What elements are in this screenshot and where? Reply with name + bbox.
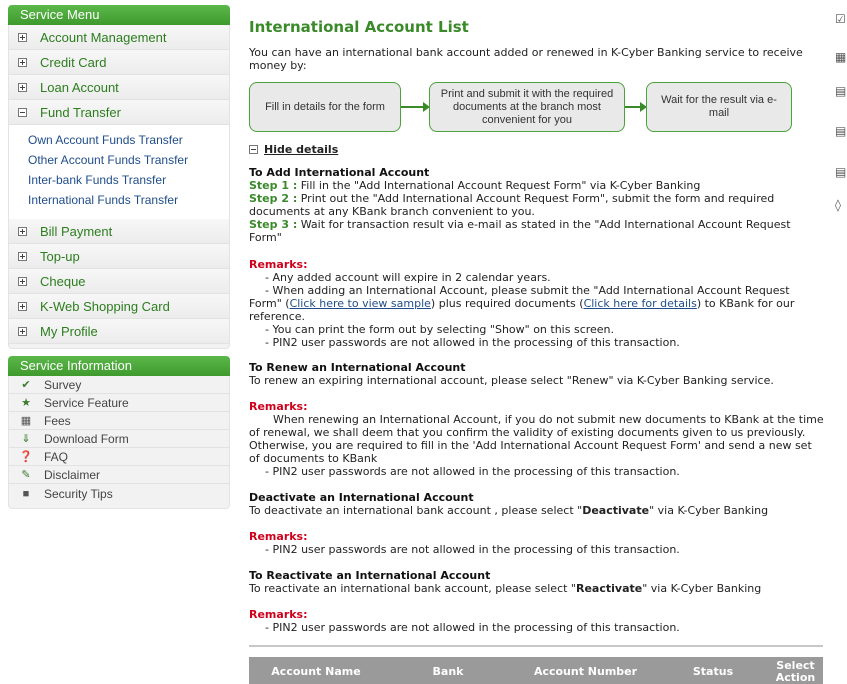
menu-item-k-web-shopping-card[interactable] <box>9 294 229 319</box>
hide-details-toggle[interactable] <box>249 143 338 156</box>
remarks-label: Remarks: <box>249 608 308 621</box>
collapse-minus-icon[interactable] <box>249 145 258 154</box>
remarks-label: Remarks: <box>249 400 308 413</box>
hide-details-link[interactable]: Hide details <box>264 143 339 156</box>
info-item-download-form[interactable] <box>9 430 229 448</box>
details-link[interactable]: Click here for details <box>583 297 697 310</box>
menu-item-label: Top-up <box>40 248 80 264</box>
menu-item-label: Bill Payment <box>40 223 113 239</box>
remark-line: - PIN2 user passwords are not allowed in the processing of this transaction. <box>265 543 680 556</box>
section-text: To renew an expiring international account, please select "Renew" via K-Cyber Banking service. <box>249 374 774 387</box>
service-information <box>8 356 230 509</box>
info-item-label: Disclaimer <box>44 467 101 482</box>
reactivate-remarks <box>249 608 824 634</box>
card-icon[interactable]: ▤ <box>835 165 847 179</box>
deactivate-remarks <box>249 530 824 556</box>
submenu-own-account-funds-transfer[interactable]: Own Account Funds Transfer <box>28 133 183 147</box>
checklist-icon[interactable]: ☑ <box>835 12 846 26</box>
collapse-minus-icon[interactable] <box>18 108 27 117</box>
checkmark-icon: ✔ <box>21 379 31 391</box>
menu-item-label: My Profile <box>40 323 98 339</box>
info-item-security-tips[interactable] <box>9 484 229 504</box>
service-information-list <box>8 376 230 509</box>
flow-step-2: Print and submit it with the required documents at the branch most convenient for you <box>429 82 625 132</box>
section-text: To deactivate an international bank account , please select "Deactivate" via K-Cyber Banking <box>249 504 769 517</box>
remark-line: - PIN2 user passwords are not allowed in the processing of this transaction. <box>265 465 680 478</box>
info-item-label: Security Tips <box>44 487 113 501</box>
expand-plus-icon[interactable] <box>18 83 27 92</box>
question-icon: ❓ <box>19 451 33 463</box>
flow-arrow-icon <box>401 106 428 108</box>
info-item-label: Download Form <box>44 431 129 446</box>
intro-text: You can have an international bank account added or renewed in K-Cyber Banking service to receive money by: <box>249 46 803 72</box>
page-title: International Account List <box>249 18 469 36</box>
account-table-header <box>249 657 823 684</box>
card-icon[interactable]: ▤ <box>835 84 847 98</box>
calculator-icon[interactable]: ▦ <box>835 50 847 64</box>
renew-account-section <box>249 361 824 387</box>
service-information-title: Service Information <box>8 356 230 376</box>
remark-line: - When adding an International Account, please submit the "Add International Account Request Form" (Click here to view sample) plus required documents (Click here for details) to KBank for our reference. <box>249 284 795 323</box>
column-header-status: Status <box>692 665 734 678</box>
menu-item-label: Loan Account <box>40 79 119 95</box>
menu-item-label: Credit Card <box>40 54 107 70</box>
info-item-faq[interactable] <box>9 448 229 466</box>
step-line: Step 1 : Fill in the "Add International Account Request Form" via K-Cyber Banking <box>249 179 701 192</box>
menu-item-label: Fund Transfer <box>40 104 121 120</box>
menu-item-loan-account[interactable] <box>9 75 229 100</box>
section-heading: To Reactivate an International Account <box>249 569 491 582</box>
column-header-account-name: Account Name <box>271 665 361 678</box>
menu-item-label: Account Management <box>40 29 167 45</box>
section-heading: To Add International Account <box>249 166 430 179</box>
menu-item-label: Cheque <box>40 273 86 289</box>
flow-step-3: Wait for the result via e-mail <box>646 82 792 132</box>
menu-item-my-profile[interactable] <box>9 319 229 344</box>
view-sample-link[interactable]: Click here to view sample <box>289 297 431 310</box>
reactivate-account-section <box>249 569 824 595</box>
info-item-label: Fees <box>44 413 71 428</box>
expand-plus-icon[interactable] <box>18 227 27 236</box>
menu-item-credit-card[interactable] <box>9 50 229 75</box>
tag-icon[interactable]: ◊ <box>835 198 841 212</box>
service-menu <box>8 25 230 349</box>
info-item-fees[interactable] <box>9 412 229 430</box>
section-text: To reactivate an international bank account, please select "Reactivate" via K-Cyber Banking <box>249 582 762 595</box>
deactivate-account-section <box>249 491 824 517</box>
info-item-label: Survey <box>44 377 82 392</box>
info-item-disclaimer[interactable] <box>9 466 229 484</box>
flow-arrow-icon <box>625 106 645 108</box>
column-header-account-number: Account Number <box>533 665 638 678</box>
lock-icon: ■ <box>22 488 30 500</box>
download-icon: ⇓ <box>21 433 31 445</box>
menu-item-account-management[interactable] <box>9 25 229 50</box>
calculator-icon: ▦ <box>20 415 32 427</box>
remark-line: - PIN2 user passwords are not allowed in the processing of this transaction. <box>265 336 680 349</box>
menu-item-bill-payment[interactable] <box>9 219 229 244</box>
expand-plus-icon[interactable] <box>18 277 27 286</box>
step-line: Step 2 : Print out the "Add International Account Request Form", submit the form and required documents at any KBank branch convenient to you. <box>249 192 775 218</box>
remarks-label: Remarks: <box>249 530 308 543</box>
remarks-label: Remarks: <box>249 258 308 271</box>
remark-line: - You can print the form out by selecting "Show" on this screen. <box>265 323 615 336</box>
menu-item-fund-transfer[interactable] <box>9 100 229 125</box>
service-menu-title: Service Menu <box>8 5 230 25</box>
section-heading: Deactivate an International Account <box>249 491 474 504</box>
menu-item-top-up[interactable] <box>9 244 229 269</box>
column-header-select-action: Select Action <box>775 659 816 684</box>
section-heading: To Renew an International Account <box>249 361 466 374</box>
renew-remarks <box>249 400 824 478</box>
info-item-survey[interactable] <box>9 376 229 394</box>
menu-item-label: K-Web Shopping Card <box>40 298 170 314</box>
expand-plus-icon[interactable] <box>18 302 27 311</box>
star-icon: ★ <box>21 397 31 409</box>
submenu-inter-bank-funds-transfer[interactable]: Inter-bank Funds Transfer <box>28 173 167 187</box>
card-icon[interactable]: ▤ <box>835 124 847 138</box>
flow-step-1: Fill in details for the form <box>249 82 401 132</box>
submenu-international-funds-transfer[interactable]: International Funds Transfer <box>28 193 179 207</box>
menu-item-cheque[interactable] <box>9 269 229 294</box>
expand-plus-icon[interactable] <box>18 252 27 261</box>
info-item-service-feature[interactable] <box>9 394 229 412</box>
handshake-icon: ✎ <box>21 469 31 481</box>
expand-plus-icon[interactable] <box>18 33 27 42</box>
add-remarks <box>249 258 824 349</box>
info-item-label: Service Feature <box>44 395 129 410</box>
expand-plus-icon[interactable] <box>18 58 27 67</box>
remark-line: - PIN2 user passwords are not allowed in the processing of this transaction. <box>265 621 680 634</box>
submenu-other-account-funds-transfer[interactable]: Other Account Funds Transfer <box>28 153 189 167</box>
fund-transfer-submenu <box>9 125 229 219</box>
remark-line: When renewing an International Account, if you do not submit new documents to KBank at the time of renewal, we shall deem that you confirm the validity of existing documents given to us previously. Otherwise, you are required to fill in the 'Add International Account Request Form' and send a new set of documents to KBank <box>249 413 824 465</box>
divider <box>249 645 823 647</box>
remark-line: - Any added account will expire in 2 calendar years. <box>265 271 551 284</box>
info-item-label: FAQ <box>44 449 69 464</box>
expand-plus-icon[interactable] <box>18 327 27 336</box>
column-header-bank: Bank <box>432 665 464 678</box>
step-line: Step 3 : Wait for transaction result via e-mail as stated in the "Add International Account Request Form" <box>249 218 791 244</box>
add-account-section <box>249 166 824 244</box>
sidebar <box>8 5 230 509</box>
